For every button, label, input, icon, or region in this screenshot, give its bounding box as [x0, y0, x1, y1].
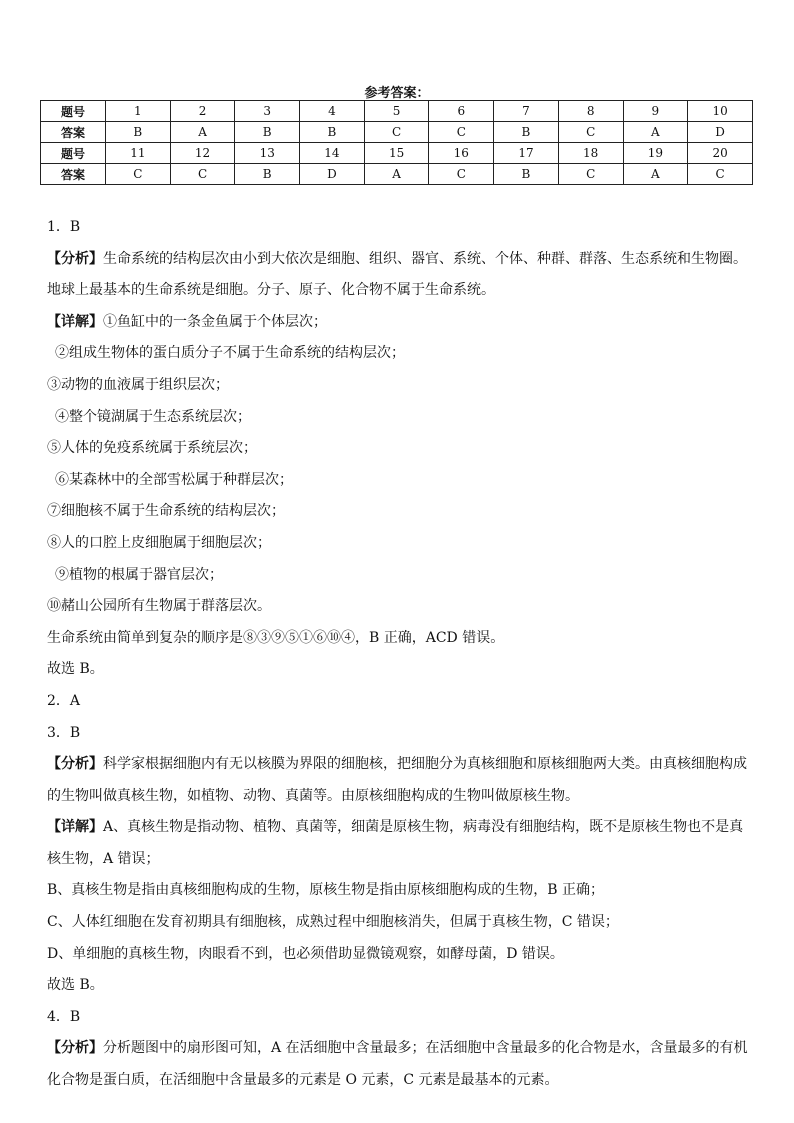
explanation-body — [47, 212, 767, 1097]
line-text: ⑨植物的根属于器官层次； — [55, 566, 223, 583]
table-cell: 3 — [235, 101, 300, 122]
text-line — [47, 560, 767, 592]
table-cell: C — [429, 164, 494, 185]
table-cell: C — [688, 164, 753, 185]
answer-table — [40, 100, 753, 185]
text-line — [47, 939, 767, 971]
text-line — [47, 812, 767, 844]
table-cell: C — [429, 122, 494, 143]
line-text: C、人体红细胞在发育初期具有细胞核，成熟过程中细胞核消失，但属于真核生物，C 错误； — [47, 914, 619, 931]
section-tag: 【分析】 — [47, 250, 103, 267]
line-text: A、真核生物是指动物、植物、真菌等，细菌是原核生物，病毒没有细胞结构，既不是原核生物也不是真 — [103, 819, 744, 836]
row-header: 答案 — [41, 122, 106, 143]
line-text: 核生物，A 错误； — [47, 850, 160, 867]
line-text: 故选 B。 — [47, 977, 104, 994]
answer-table-row — [41, 101, 753, 122]
text-line — [47, 1065, 767, 1097]
text-line — [47, 307, 767, 339]
line-text: ②组成生物体的蛋白质分子不属于生命系统的结构层次； — [55, 345, 405, 362]
text-line — [47, 338, 767, 370]
text-line — [47, 686, 767, 718]
text-line — [47, 433, 767, 465]
table-cell: 6 — [429, 101, 494, 122]
table-cell: 10 — [688, 101, 753, 122]
table-cell: D — [688, 122, 753, 143]
line-text: 生命系统由简单到复杂的顺序是⑧③⑨⑤①⑥⑩④，B 正确，ACD 错误。 — [47, 629, 505, 646]
table-cell: 2 — [170, 101, 235, 122]
text-line — [47, 623, 767, 655]
table-cell: C — [170, 164, 235, 185]
row-header: 答案 — [41, 164, 106, 185]
text-line — [47, 970, 767, 1002]
table-cell: 7 — [494, 101, 559, 122]
line-text: ③动物的血液属于组织层次； — [47, 376, 229, 393]
line-text: 3．B — [47, 724, 81, 741]
table-cell: D — [300, 164, 365, 185]
table-cell: B — [235, 122, 300, 143]
table-cell: C — [106, 164, 171, 185]
table-cell: 5 — [364, 101, 429, 122]
line-text: 2．A — [47, 692, 81, 709]
line-text: 地球上最基本的生命系统是细胞。分子、原子、化合物不属于生命系统。 — [47, 282, 495, 299]
line-text: 化合物是蛋白质，在活细胞中含量最多的元素是 O 元素，C 元素是最基本的元素。 — [47, 1072, 559, 1089]
table-cell: A — [170, 122, 235, 143]
text-line — [47, 907, 767, 939]
answer-key-title: 参考答案： — [364, 86, 430, 101]
section-tag: 【分析】 — [47, 1040, 103, 1057]
table-cell: 8 — [558, 101, 623, 122]
text-line — [47, 402, 767, 434]
text-line — [47, 1033, 767, 1065]
table-cell: 4 — [300, 101, 365, 122]
line-text: ⑦细胞核不属于生命系统的结构层次； — [47, 503, 285, 520]
text-line — [47, 465, 767, 497]
table-cell: A — [623, 122, 688, 143]
text-line — [47, 781, 767, 813]
table-cell: 13 — [235, 143, 300, 164]
text-line — [47, 212, 767, 244]
line-text: ⑩赭山公园所有生物属于群落层次。 — [47, 598, 271, 615]
section-tag: 【分析】 — [47, 756, 103, 773]
text-line — [47, 875, 767, 907]
text-line — [47, 591, 767, 623]
line-text: ⑤人体的免疫系统属于系统层次； — [47, 440, 257, 457]
table-cell: 14 — [300, 143, 365, 164]
table-cell: A — [364, 164, 429, 185]
table-cell: C — [558, 164, 623, 185]
text-line — [47, 528, 767, 560]
table-cell: 20 — [688, 143, 753, 164]
table-cell: C — [364, 122, 429, 143]
text-line — [47, 718, 767, 750]
table-cell: B — [106, 122, 171, 143]
answer-table-row — [41, 143, 753, 164]
answer-table-row — [41, 122, 753, 143]
table-cell: 11 — [106, 143, 171, 164]
text-line — [47, 749, 767, 781]
table-cell: 15 — [364, 143, 429, 164]
line-text: 4．B — [47, 1008, 81, 1025]
table-cell: 9 — [623, 101, 688, 122]
line-text: ①鱼缸中的一条金鱼属于个体层次； — [103, 313, 327, 330]
table-cell: A — [623, 164, 688, 185]
line-text: B、真核生物是指由真核细胞构成的生物，原核生物是指由原核细胞构成的生物，B 正确； — [47, 882, 605, 899]
table-cell: B — [300, 122, 365, 143]
table-cell: C — [558, 122, 623, 143]
table-cell: B — [235, 164, 300, 185]
text-line — [47, 1002, 767, 1034]
line-text: 1．B — [47, 219, 81, 235]
text-line — [47, 370, 767, 402]
table-cell: 17 — [494, 143, 559, 164]
text-line — [47, 844, 767, 876]
line-text: D、单细胞的真核生物，肉眼看不到，也必须借助显微镜观察，如酵母菌，D 错误。 — [47, 945, 564, 962]
text-line — [47, 496, 767, 528]
line-text: 故选 B。 — [47, 661, 104, 678]
line-text: 分析题图中的扇形图可知，A 在活细胞中含量最多；在活细胞中含量最多的化合物是水，含量最多的有机 — [103, 1040, 748, 1057]
table-cell: 12 — [170, 143, 235, 164]
section-tag: 【详解】 — [47, 819, 103, 836]
table-cell: 18 — [558, 143, 623, 164]
line-text: ⑧人的口腔上皮细胞属于细胞层次； — [47, 534, 271, 551]
row-header: 题号 — [41, 143, 106, 164]
table-cell: B — [494, 122, 559, 143]
table-cell: 19 — [623, 143, 688, 164]
line-text: ④整个镜湖属于生态系统层次； — [55, 408, 251, 425]
table-cell: B — [494, 164, 559, 185]
answer-table-row — [41, 164, 753, 185]
text-line — [47, 244, 767, 276]
text-line — [47, 654, 767, 686]
table-cell: 16 — [429, 143, 494, 164]
line-text: 科学家根据细胞内有无以核膜为界限的细胞核，把细胞分为真核细胞和原核细胞两大类。由真核细胞构成 — [103, 756, 747, 773]
table-cell: 1 — [106, 101, 171, 122]
line-text: 的生物叫做真核生物，如植物、动物、真菌等。由原核细胞构成的生物叫做原核生物。 — [47, 787, 579, 804]
row-header: 题号 — [41, 101, 106, 122]
text-line — [47, 275, 767, 307]
line-text: ⑥某森林中的全部雪松属于种群层次； — [55, 471, 293, 488]
section-tag: 【详解】 — [47, 313, 103, 330]
line-text: 生命系统的结构层次由小到大依次是细胞、组织、器官、系统、个体、种群、群落、生态系统和生物圈。 — [103, 250, 747, 267]
